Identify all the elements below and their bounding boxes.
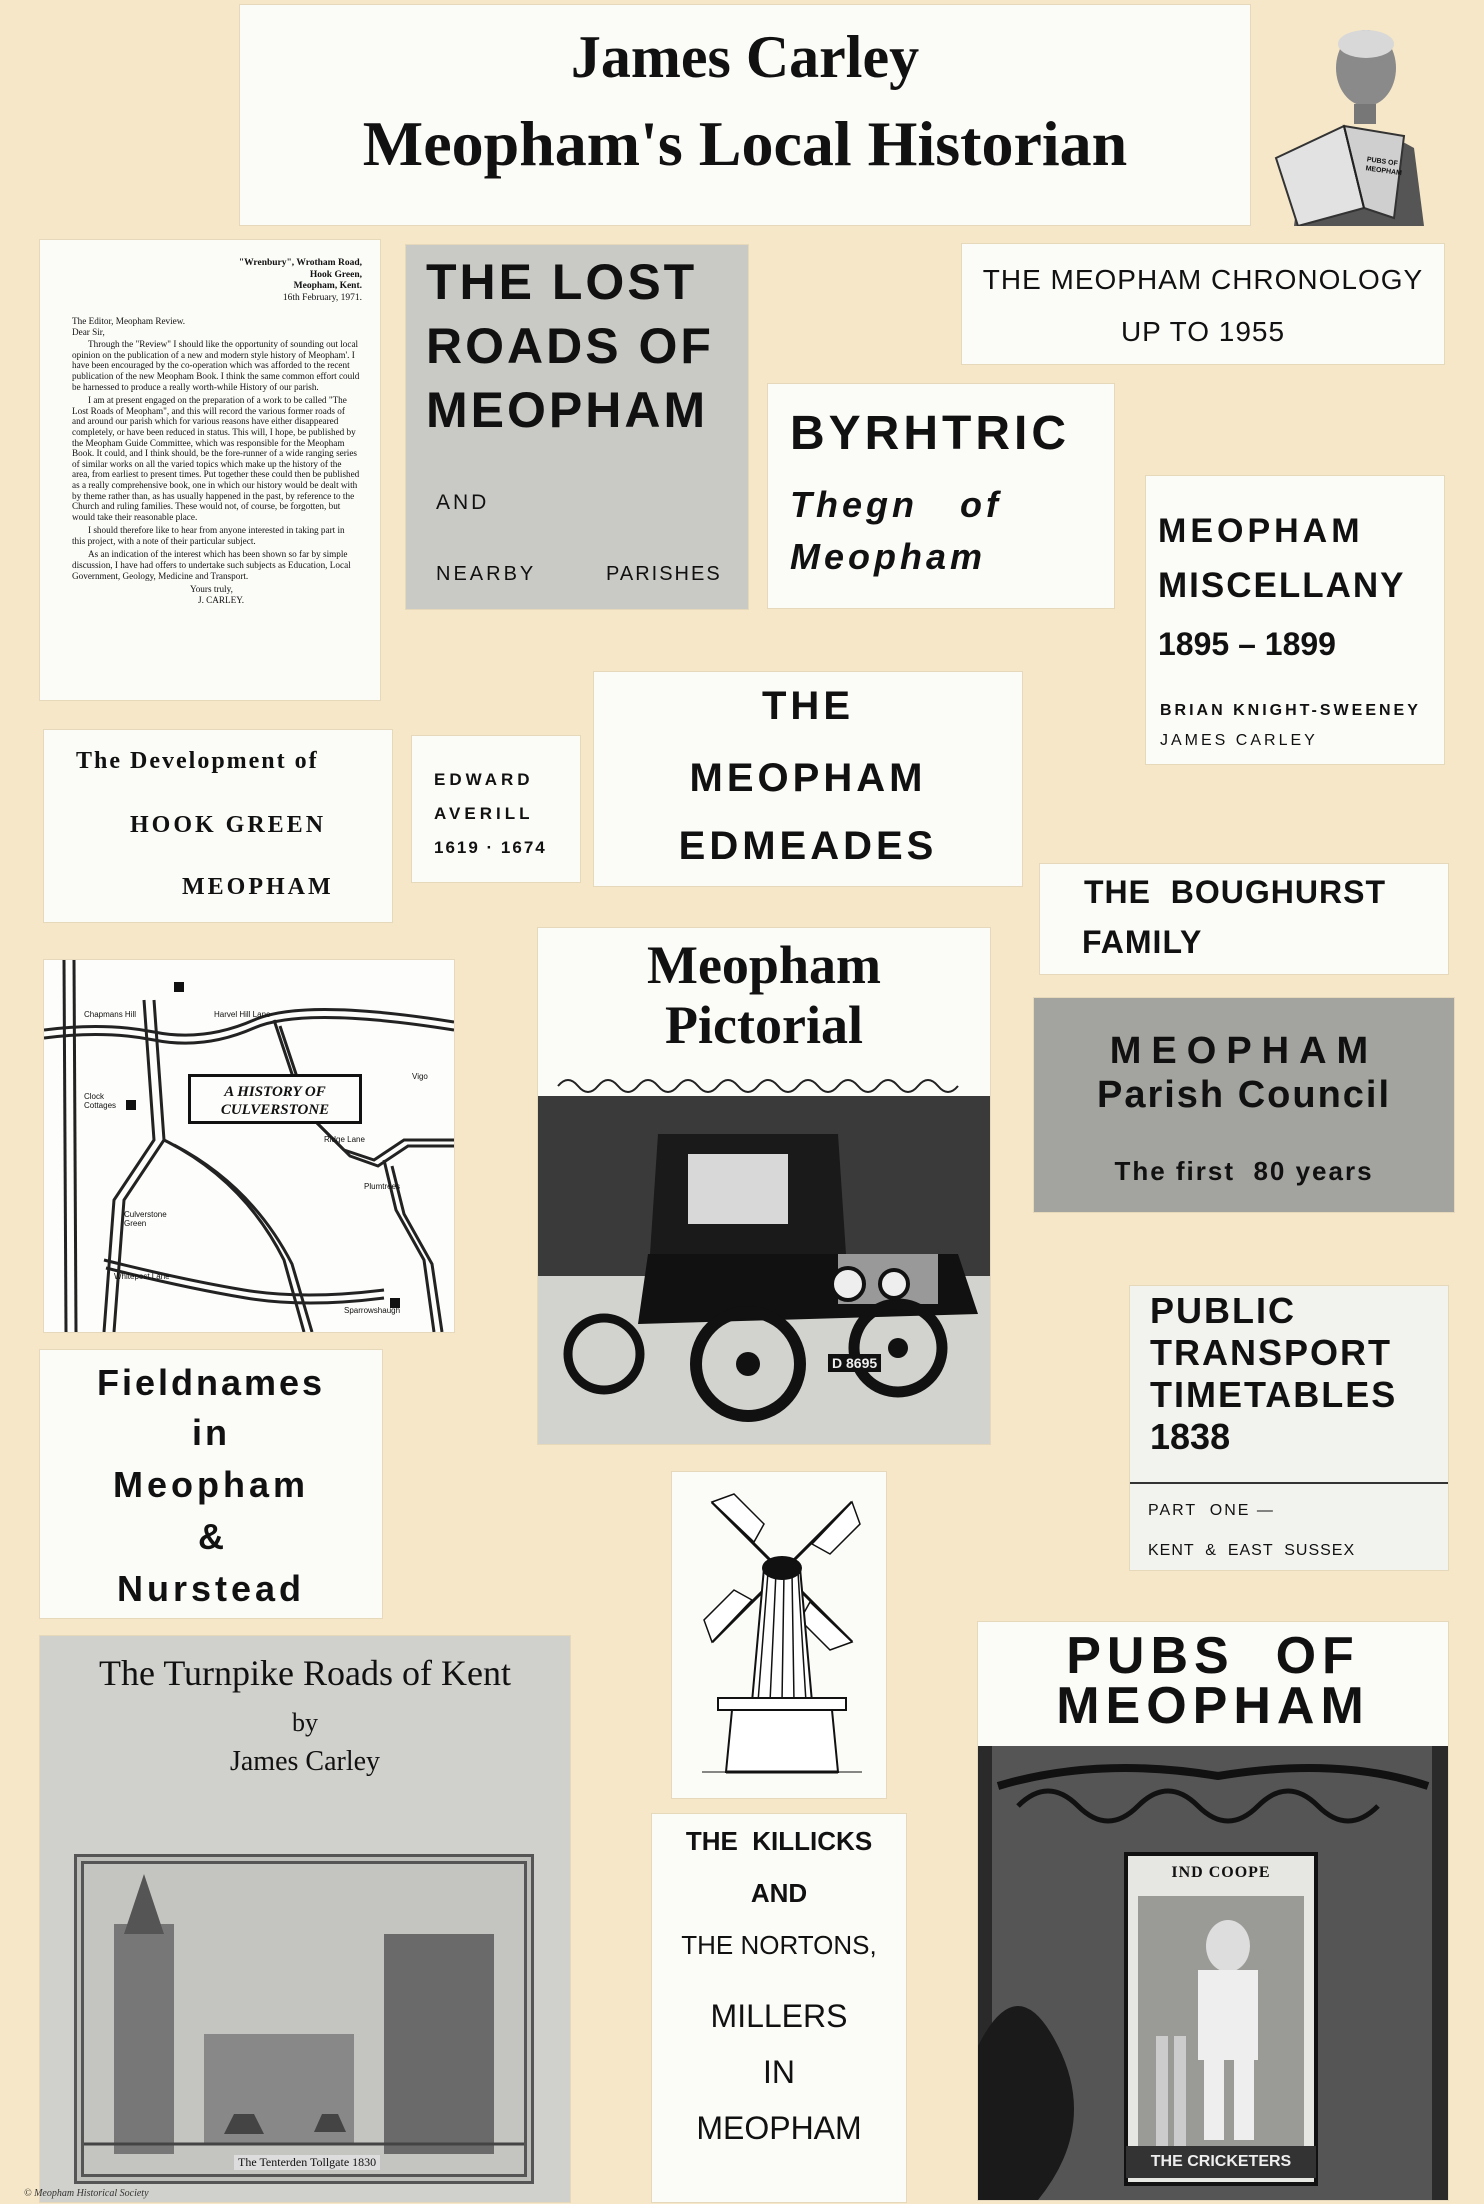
lost-roads-cover bbox=[406, 245, 748, 609]
transport-divider bbox=[1130, 1482, 1448, 1484]
letter-paragraph: I should therefore like to hear from anyone interested in taking part in this project, with a note of their particular subject. bbox=[72, 525, 345, 546]
culverstone-label-2: CULVERSTONE bbox=[220, 1102, 330, 1118]
pub-sign-image bbox=[978, 1746, 1448, 2200]
lost-roads-nearby: NEARBY bbox=[436, 563, 537, 585]
transport-line-5: PART ONE — bbox=[1148, 1502, 1275, 1519]
lost-roads-parishes: PARISHES bbox=[606, 563, 722, 585]
letter-body bbox=[72, 316, 360, 605]
address-line: "Wrenbury", Wrotham Road, bbox=[238, 258, 362, 268]
parish-council-line-2: Parish Council bbox=[1096, 1074, 1392, 1116]
fieldnames-line-4: & bbox=[198, 1516, 224, 1557]
letter-signature: J. CARLEY. bbox=[198, 594, 245, 605]
title-line-2: Meopham's Local Historian bbox=[362, 108, 1128, 179]
map-road-label: Culverstone Green bbox=[124, 1210, 167, 1228]
windmill-image-card bbox=[672, 1472, 886, 1798]
turnpike-cover bbox=[40, 1636, 570, 2202]
hook-green-title bbox=[44, 730, 392, 922]
fieldnames-line-3: Meopham bbox=[112, 1464, 309, 1505]
byrhtric-line-2: Thegn of bbox=[790, 484, 1002, 525]
transport-line-3: TIMETABLES bbox=[1150, 1374, 1398, 1415]
killicks-line-5: IN bbox=[763, 2054, 795, 2090]
culverstone-map bbox=[44, 960, 454, 1332]
title-banner bbox=[240, 5, 1250, 225]
edmeades-title bbox=[594, 672, 1022, 886]
hook-green-line-2: HOOK GREEN bbox=[130, 812, 327, 838]
address-line: Hook Green, bbox=[309, 269, 362, 280]
transport-line-6: KENT & EAST SUSSEX bbox=[1148, 1542, 1356, 1559]
map-road-label: Harvel Hill Lane bbox=[214, 1010, 271, 1019]
letter-closing: Yours truly, bbox=[190, 584, 233, 595]
portrait-photo bbox=[1274, 8, 1434, 226]
byrhtric-line-3: Meopham bbox=[790, 536, 987, 577]
transport-title bbox=[1130, 1286, 1448, 1570]
hook-green-line-1: The Development of bbox=[76, 748, 319, 774]
pubs-line-2: MEOPHAM bbox=[1056, 1677, 1370, 1735]
hook-green-line-3: MEOPHAM bbox=[182, 874, 334, 900]
vintage-car-image bbox=[538, 1074, 990, 1444]
letter-paragraph: I am at present engaged on the preparation of a work to be called "The Lost Roads of Meopham", and this will record the various former roads of and around our parish which for various reasons have either disappeared completely, or have been reduced in status. This will, I hope, be published by the Meopham Guide Committee, which was responsible for the Meopham Book. It could, and I think should, be the fore-runner of a wide ranging series of similar works on all the varied topics which make up the history of the area, from earliest to present times. Put together these could then be published as a really comprehensive book, one in which our history would be dealt with by theme rather than, as has usually happened in the past, by reference to the Church and ruling families. These would not, of course, be forgotten, but would take their reasonable place. bbox=[72, 395, 360, 522]
miscellany-author-2: JAMES CARLEY bbox=[1160, 732, 1318, 749]
pubs-cover bbox=[978, 1622, 1448, 2200]
title-line-1: James Carley bbox=[570, 24, 920, 90]
letter-paragraph: Through the "Review" I should like the opportunity of sounding out local opinion on the publication of a new and modern style history of Meopham'. I have been encouraged by the co-operation which was afforded to the recent publication of the new Meopham Book. I think the same common effort could be harnessed to produce a really worth-while History of our parish. bbox=[72, 339, 360, 392]
parish-council-line-1: MEOPHAM bbox=[1109, 1030, 1379, 1072]
fieldnames-title bbox=[40, 1350, 382, 1618]
fieldnames-line-2: in bbox=[192, 1412, 230, 1453]
map-road-label: Ridge Lane bbox=[324, 1135, 365, 1144]
miscellany-author-1: BRIAN KNIGHT-SWEENEY bbox=[1160, 702, 1421, 719]
boughurst-line-2: FAMILY bbox=[1082, 924, 1203, 960]
averill-title bbox=[412, 736, 580, 882]
averill-line-1: EDWARD bbox=[434, 770, 534, 789]
killicks-line-1: THE KILLICKS bbox=[685, 1826, 873, 1856]
letter-date: 16th February, 1971. bbox=[282, 292, 362, 303]
turnpike-engraving-frame bbox=[74, 1854, 534, 2184]
averill-line-2: AVERILL bbox=[434, 804, 534, 823]
map-road-label: Chapmans Hill bbox=[84, 1010, 137, 1019]
lost-roads-and: AND bbox=[436, 491, 490, 514]
map-road-label: Sparrowshaugh bbox=[344, 1306, 401, 1315]
byrhtric-line-1: BYRHTRIC bbox=[790, 407, 1070, 460]
pictorial-line-1: Meopham bbox=[647, 935, 881, 995]
parish-council-line-3: The first 80 years bbox=[1114, 1156, 1374, 1186]
tollgate-engraving bbox=[84, 1864, 524, 2174]
edmeades-line-2: MEOPHAM bbox=[689, 756, 927, 800]
parish-council-title bbox=[1034, 998, 1454, 1212]
turnpike-line-3: James Carley bbox=[229, 1746, 381, 1777]
killicks-line-2: AND bbox=[750, 1878, 808, 1908]
transport-line-2: TRANSPORT bbox=[1150, 1332, 1392, 1373]
miscellany-title bbox=[1146, 476, 1444, 764]
pub-sign-top: IND COOPE bbox=[1171, 1864, 1271, 1881]
chronology-line-1: THE MEOPHAM CHRONOLOGY bbox=[982, 264, 1424, 295]
turnpike-line-2: by bbox=[292, 1708, 318, 1737]
letter-salutation-1: The Editor, Meopham Review. bbox=[72, 316, 186, 326]
address-line: Meopham, Kent. bbox=[293, 281, 362, 291]
copyright-note: © Meopham Historical Society bbox=[24, 2188, 149, 2199]
culverstone-label-1: A HISTORY OF bbox=[224, 1084, 326, 1100]
edmeades-line-3: EDMEADES bbox=[678, 824, 938, 868]
car-plate: D 8695 bbox=[828, 1354, 881, 1372]
killicks-line-3: THE NORTONS, bbox=[681, 1930, 877, 1960]
chronology-title bbox=[962, 244, 1444, 364]
averill-line-3: 1619 · 1674 bbox=[434, 838, 547, 857]
map-road-label: Plumtrees bbox=[364, 1182, 401, 1191]
boughurst-line-1: THE BOUGHURST bbox=[1084, 874, 1386, 910]
pictorial-line-2: Pictorial bbox=[665, 995, 863, 1055]
map-road-label: Whitepost Lane bbox=[114, 1272, 170, 1281]
pictorial-cover bbox=[538, 928, 990, 1444]
miscellany-line-3: 1895 – 1899 bbox=[1158, 626, 1336, 662]
chronology-line-2: UP TO 1955 bbox=[1120, 316, 1286, 347]
letter-address bbox=[182, 258, 362, 304]
pub-sign-bottom: THE CRICKETERS bbox=[1126, 2146, 1316, 2178]
killicks-line-4: MILLERS bbox=[710, 1998, 848, 2034]
pubs-line-1: PUBS OF bbox=[1066, 1627, 1360, 1685]
miscellany-line-1: MEOPHAM bbox=[1158, 512, 1364, 550]
letter-paragraph: As an indication of the interest which has been shown so far by simple discussion, I have had offers to undertake such subjects as Education, Local Government, Geology, Medicine and Transport. bbox=[72, 549, 351, 581]
letter-to-editor bbox=[40, 240, 380, 700]
fieldnames-line-5: Nurstead bbox=[116, 1568, 306, 1609]
map-road-label: Clock Cottages bbox=[84, 1092, 117, 1110]
byrhtric-title bbox=[768, 384, 1114, 608]
transport-line-4: 1838 bbox=[1150, 1416, 1231, 1457]
turnpike-line-1: The Turnpike Roads of Kent bbox=[99, 1653, 511, 1693]
turnpike-caption: The Tenterden Tollgate 1830 bbox=[234, 2155, 380, 2170]
map-road-label: Vigo bbox=[412, 1072, 428, 1081]
letter-salutation-2: Dear Sir, bbox=[72, 326, 105, 337]
lost-roads-title-3: MEOPHAM bbox=[426, 382, 709, 438]
culverstone-label-box bbox=[188, 1074, 362, 1124]
killicks-title bbox=[652, 1814, 906, 2202]
transport-line-1: PUBLIC bbox=[1150, 1290, 1296, 1331]
lost-roads-title-1: THE LOST bbox=[426, 254, 698, 310]
fieldnames-line-1: Fieldnames bbox=[96, 1362, 326, 1403]
boughurst-title bbox=[1040, 864, 1448, 974]
windmill-icon bbox=[672, 1472, 886, 1798]
miscellany-line-2: MISCELLANY bbox=[1158, 566, 1406, 605]
lost-roads-title-2: ROADS OF bbox=[426, 318, 714, 374]
killicks-line-6: MEOPHAM bbox=[696, 2110, 862, 2146]
portrait-book-text: PUBS OF MEOPHAM bbox=[1365, 156, 1403, 178]
edmeades-line-1: THE bbox=[762, 684, 854, 728]
man-reading-image bbox=[1274, 8, 1434, 226]
